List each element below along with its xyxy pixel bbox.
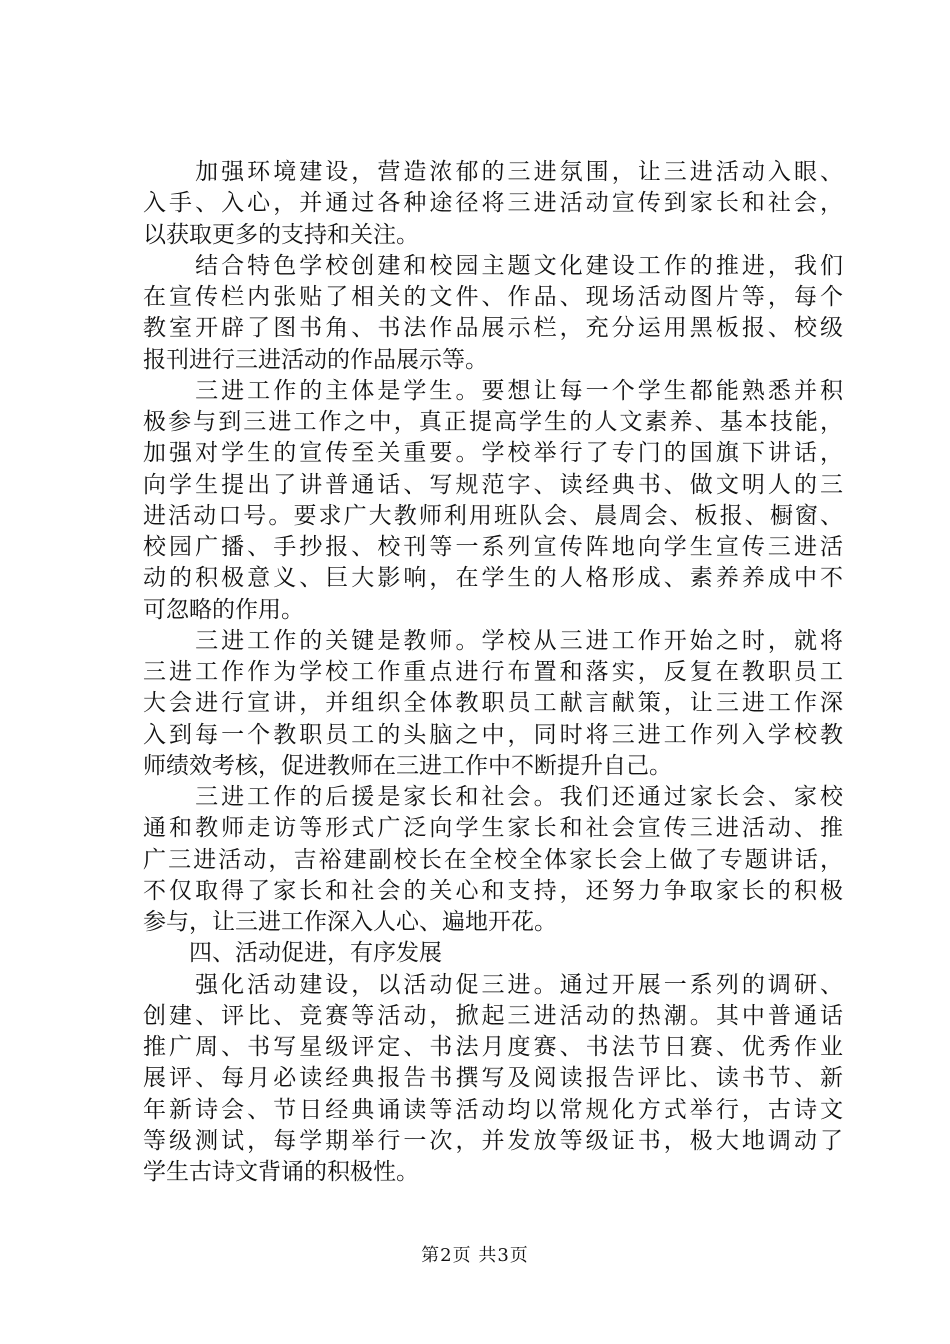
- text-line: 入手、入心，并通过各种途径将三进活动宣传到家长和社会，: [143, 190, 843, 217]
- text-line: 报刊进行三进活动的作品展示等。: [143, 346, 488, 373]
- page-footer: 第2页 共3页: [421, 1245, 529, 1266]
- text-line: 可忽略的作用。: [143, 596, 304, 623]
- text-line: 加强对学生的宣传至关重要。学校举行了专门的国旗下讲话，: [143, 440, 843, 467]
- document-body: [143, 157, 843, 1188]
- text-line: 校园广播、手抄报、校刊等一系列宣传阵地向学生宣传三进活: [143, 534, 843, 560]
- text-line: 等级测试，每学期举行一次，并发放等级证书，极大地调动了: [143, 1127, 843, 1154]
- text-line: 学生古诗文背诵的积极性。: [143, 1159, 419, 1185]
- text-line: 结合特色学校创建和校园主题文化建设工作的推进，我们: [143, 252, 843, 279]
- text-line: 年新诗会、节日经典诵读等活动均以常规化方式举行，古诗文: [143, 1096, 843, 1123]
- text-line: 三进工作作为学校工作重点进行布置和落实，反复在教职员工: [143, 659, 843, 685]
- text-line: 不仅取得了家长和社会的关心和支持，还努力争取家长的积极: [143, 877, 843, 904]
- text-line: 师绩效考核，促进教师在三进工作中不断提升自己。: [143, 752, 672, 779]
- text-line: 以获取更多的支持和关注。: [143, 221, 419, 248]
- text-line: 广三进活动，吉裕建副校长在全校全体家长会上做了专题讲话，: [143, 846, 843, 873]
- text-line: 极参与到三进工作之中，真正提高学生的人文素养、基本技能，: [143, 409, 843, 435]
- text-line: 进活动口号。要求广大教师利用班队会、晨周会、板报、橱窗、: [143, 502, 843, 529]
- text-line: 参与，让三进工作深入人心、遍地开花。: [143, 909, 557, 935]
- text-line: 推广周、书写星级评定、书法月度赛、书法节日赛、优秀作业: [143, 1034, 843, 1060]
- text-line: 入到每一个教职员工的头脑之中，同时将三进工作列入学校教: [143, 721, 843, 748]
- text-line: 大会进行宣讲，并组织全体教职员工献言献策，让三进工作深: [143, 690, 843, 717]
- text-line: 展评、每月必读经典报告书撰写及阅读报告评比、读书节、新: [143, 1065, 843, 1092]
- text-line: 四、活动促进，有序发展: [143, 940, 442, 967]
- text-line: 教室开辟了图书角、书法作品展示栏，充分运用黑板报、校级: [143, 315, 843, 342]
- text-line: 向学生提出了讲普通话、写规范字、读经典书、做文明人的三: [143, 471, 843, 498]
- text-line: 加强环境建设，营造浓郁的三进氛围，让三进活动入眼、: [143, 159, 843, 185]
- text-line: 通和教师走访等形式广泛向学生家长和社会宣传三进活动、推: [143, 815, 843, 842]
- text-line: 三进工作的主体是学生。要想让每一个学生都能熟悉并积: [143, 377, 843, 404]
- text-line: 在宣传栏内张贴了相关的文件、作品、现场活动图片等，每个: [143, 284, 843, 310]
- text-line: 创建、评比、竞赛等活动，掀起三进活动的热潮。其中普通话: [143, 1002, 843, 1029]
- text-line: 动的积极意义、巨大影响，在学生的人格形成、素养养成中不: [143, 565, 843, 592]
- text-line: 三进工作的后援是家长和社会。我们还通过家长会、家校: [143, 784, 843, 810]
- text-line: 强化活动建设，以活动促三进。通过开展一系列的调研、: [143, 971, 843, 998]
- text-line: 三进工作的关键是教师。学校从三进工作开始之时，就将: [143, 627, 843, 654]
